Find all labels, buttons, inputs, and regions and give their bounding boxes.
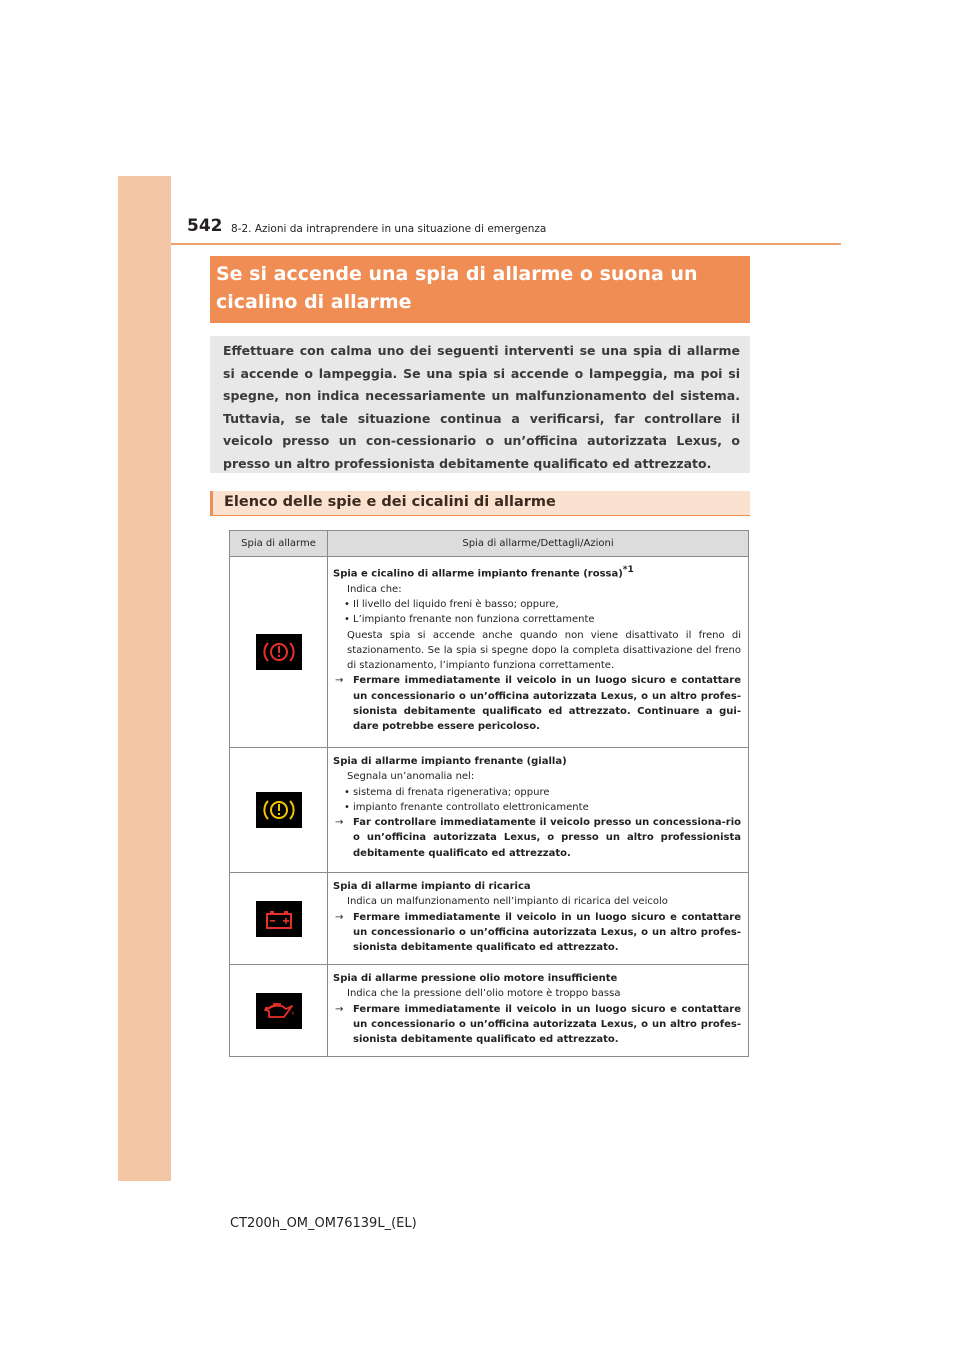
light-description: Segnala un’anomalia nel:: [347, 771, 475, 783]
details-cell: [328, 965, 749, 1057]
table-row: [230, 748, 749, 873]
light-title: Spia e cicalino di allarme impianto frenante (rossa)$^{*1}$: [333, 565, 634, 580]
column-header-details: Spia di allarme/Dettagli/Azioni: [328, 531, 749, 557]
table-row: [230, 965, 749, 1057]
side-band: [118, 176, 171, 1181]
list-item: • sistema di frenata rigenerativa; oppure: [333, 785, 741, 800]
details-cell: [328, 873, 749, 965]
light-title: Spia di allarme pressione olio motore insufficiente: [333, 973, 618, 984]
page-title: Se si accende una spia di allarme o suona un cicalino di allarme: [210, 256, 750, 323]
column-header-light: Spia di allarme: [230, 531, 328, 557]
brake-warning-red-icon: [256, 634, 302, 670]
section-accent-bar: [210, 491, 213, 516]
light-description: Indica un malfunzionamento nell’impianto di ricarica del veicolo: [347, 896, 668, 908]
arrow-icon: →: [335, 817, 344, 829]
light-description: Indica che la pressione dell’olio motore è troppo bassa: [347, 988, 621, 1000]
action-text: → Fermare immediatamente il veicolo in un luogo sicuro e contattare un concessionario o un’officina autorizzata Lexus, o un altro profes-sionista debitamente qualificato ed attrezzato.: [335, 911, 741, 954]
table-row: [230, 873, 749, 965]
light-description: Indica che:: [347, 583, 402, 595]
icon-cell: [230, 557, 328, 748]
list-item: • impianto frenante controllato elettronicamente: [333, 800, 741, 815]
charging-system-icon: [256, 901, 302, 937]
light-title: Spia di allarme impianto di ricarica: [333, 881, 531, 892]
table-row: [230, 557, 749, 748]
icon-cell: [230, 965, 328, 1057]
header-rule: [171, 243, 841, 245]
action-text: → Fermare immediatamente il veicolo in un luogo sicuro e contattare un concessionario o un’officina autorizzata Lexus, o un altro profes-sionista debitamente qualificato ed attrezzato.: [335, 1003, 741, 1046]
list-item: • L’impianto frenante non funziona correttamente: [333, 612, 741, 627]
list-item: • Il livello del liquido freni è basso; oppure,: [333, 597, 741, 612]
footer-code: CT200h_OM_OM76139L_(EL): [230, 1216, 417, 1231]
intro-text: Effettuare con calma uno dei seguenti interventi se una spia di allarme si accende o lampeggia. Se una spia si accende o lampeggia, ma poi si spegne, non indica necessariamente un malfunzionamento del sistema. Tuttavia, se tale situazione continua a verificarsi, far controllare il veicolo presso un con-cessionario o un’officina autorizzata Lexus, o presso un altro professionista debitamente qualificato ed attrezzato.: [210, 336, 750, 473]
details-cell: [328, 748, 749, 873]
action-text: → Fermare immediatamente il veicolo in un luogo sicuro e contattare un concessionario o un’officina autorizzata Lexus, o un altro profes-sionista debitamente qualificato ed attrezzato. Continuare a gui-dare potrebbe essere pericoloso.: [335, 675, 741, 733]
details-cell: [328, 557, 749, 748]
arrow-icon: →: [335, 675, 344, 687]
chapter-heading: 8-2. Azioni da intraprendere in una situazione di emergenza: [231, 223, 547, 235]
section-heading: [210, 491, 750, 516]
action-text: → Far controllare immediatamente il veicolo presso un concessiona-rio o un’officina autorizzata Lexus, o presso un altro professionista debitamente qualificato ed attrezzato.: [335, 817, 741, 859]
icon-cell: [230, 873, 328, 965]
arrow-icon: →: [335, 911, 344, 923]
arrow-icon: →: [335, 1003, 344, 1015]
table-header-row: [230, 531, 749, 557]
light-note: Questa spia si accende anche quando non viene disattivato il freno di stazionamento. Se la spia si spegne dopo la completa disattivazione del freno di stazionamento, l’impianto funziona correttamente.: [347, 629, 741, 672]
section-title: Elenco delle spie e dei cicalini di allarme: [224, 494, 556, 510]
light-title: Spia di allarme impianto frenante (gialla): [333, 756, 567, 767]
icon-cell: [230, 748, 328, 873]
warning-lights-table: [229, 530, 749, 1057]
oil-pressure-icon: [256, 993, 302, 1029]
page-number: 542: [187, 216, 223, 236]
brake-warning-yellow-icon: [256, 792, 302, 828]
